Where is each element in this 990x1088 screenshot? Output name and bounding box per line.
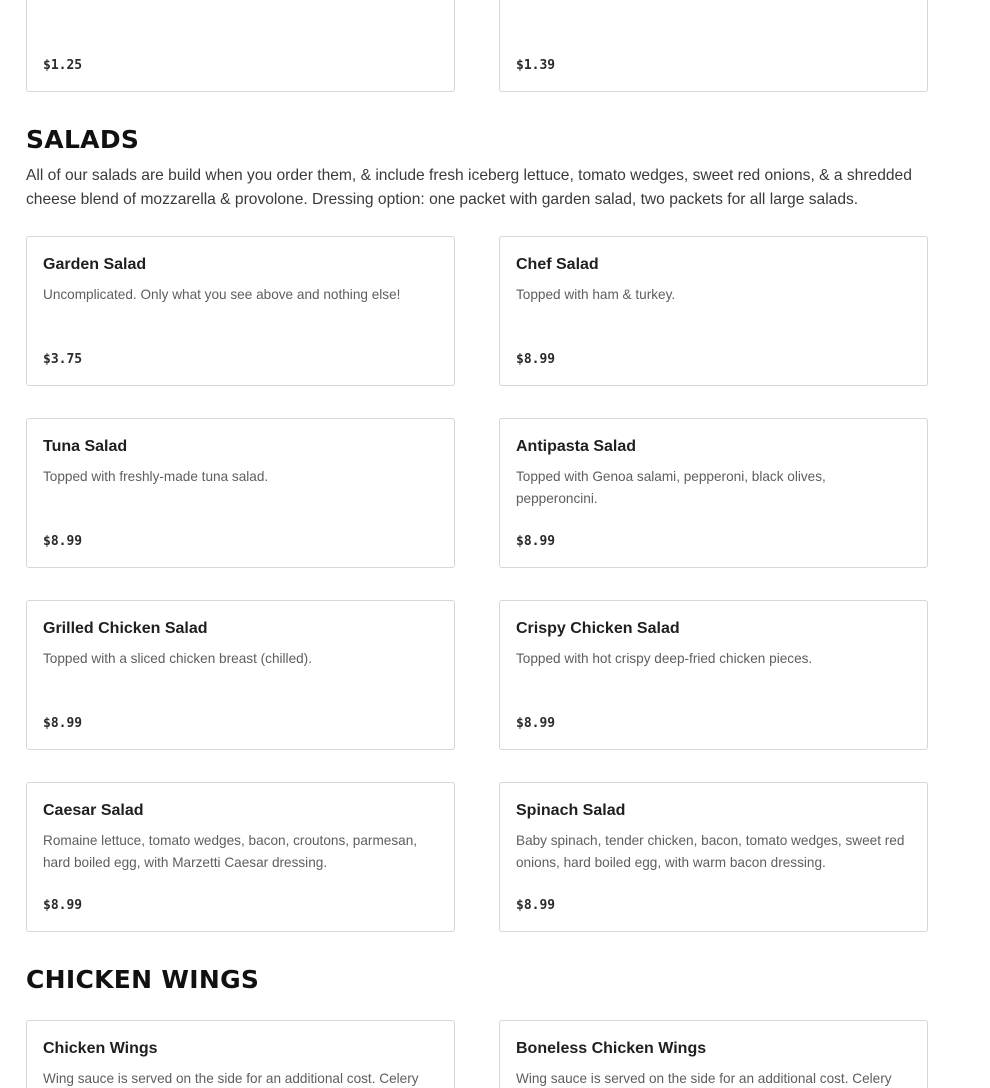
item-price: $8.99 (516, 898, 556, 913)
menu-item-card[interactable] (499, 782, 928, 932)
menu-item-card[interactable] (499, 418, 928, 568)
menu-item-card[interactable] (26, 236, 455, 386)
section-title-chicken-wings: CHICKEN WINGS (26, 965, 260, 994)
item-name: Boneless Chicken Wings (516, 1040, 707, 1057)
item-description: Wing sauce is served on the side for an additional cost. Celery (516, 1071, 892, 1086)
menu-item-card[interactable] (499, 0, 928, 92)
item-name: Chicken Wings (43, 1040, 158, 1057)
item-price: $8.99 (43, 716, 83, 731)
item-description: Romaine lettuce, tomato wedges, bacon, croutons, parmesan, hard boiled egg, with Marzetti Caesar dressing. (43, 833, 418, 870)
section-description-salads: All of our salads are build when you order them, & include fresh iceberg lettuce, tomato wedges, sweet red onions, & a shredded cheese blend of mozzarella & provolone. Dressing option: one packet with garden salad, two packets for all large salads. (26, 167, 912, 208)
item-name: Garden Salad (43, 256, 147, 273)
item-price: $8.99 (516, 716, 556, 731)
item-name: Caesar Salad (43, 802, 144, 819)
menu-item-card[interactable] (26, 600, 455, 750)
item-description: Baby spinach, tender chicken, bacon, tomato wedges, sweet red onions, hard boiled egg, with warm bacon dressing. (516, 833, 905, 870)
item-name: Antipasta Salad (516, 438, 637, 455)
section-title-salads: SALADS (26, 125, 140, 154)
menu-item-card[interactable] (26, 1020, 455, 1088)
item-name: Grilled Chicken Salad (43, 620, 208, 637)
item-name: Crispy Chicken Salad (516, 620, 680, 637)
item-description: Topped with freshly-made tuna salad. (43, 469, 269, 484)
menu-item-card[interactable] (26, 0, 455, 92)
menu-item-card[interactable] (26, 418, 455, 568)
menu-item-card[interactable] (499, 236, 928, 386)
item-description: Topped with hot crispy deep-fried chicken pieces. (516, 651, 813, 666)
item-price: $8.99 (43, 534, 83, 549)
item-price: $8.99 (516, 352, 556, 367)
item-description: Wing sauce is served on the side for an additional cost. Celery (43, 1071, 419, 1086)
menu-item-card[interactable] (499, 600, 928, 750)
menu-item-card[interactable] (499, 1020, 928, 1088)
menu-item-card[interactable] (26, 782, 455, 932)
item-description: Topped with a sliced chicken breast (chilled). (43, 651, 312, 666)
item-description: Uncomplicated. Only what you see above and nothing else! (43, 287, 401, 302)
item-price: $1.39 (516, 58, 556, 73)
item-price: $8.99 (516, 534, 556, 549)
item-name: Chef Salad (516, 256, 599, 273)
item-price: $3.75 (43, 352, 83, 367)
item-description: Topped with ham & turkey. (516, 287, 676, 302)
item-price: $8.99 (43, 898, 83, 913)
item-name: Tuna Salad (43, 438, 128, 455)
item-price: $1.25 (43, 58, 83, 73)
item-description: Topped with Genoa salami, pepperoni, black olives, pepperoncini. (516, 469, 826, 506)
item-name: Spinach Salad (516, 802, 626, 819)
